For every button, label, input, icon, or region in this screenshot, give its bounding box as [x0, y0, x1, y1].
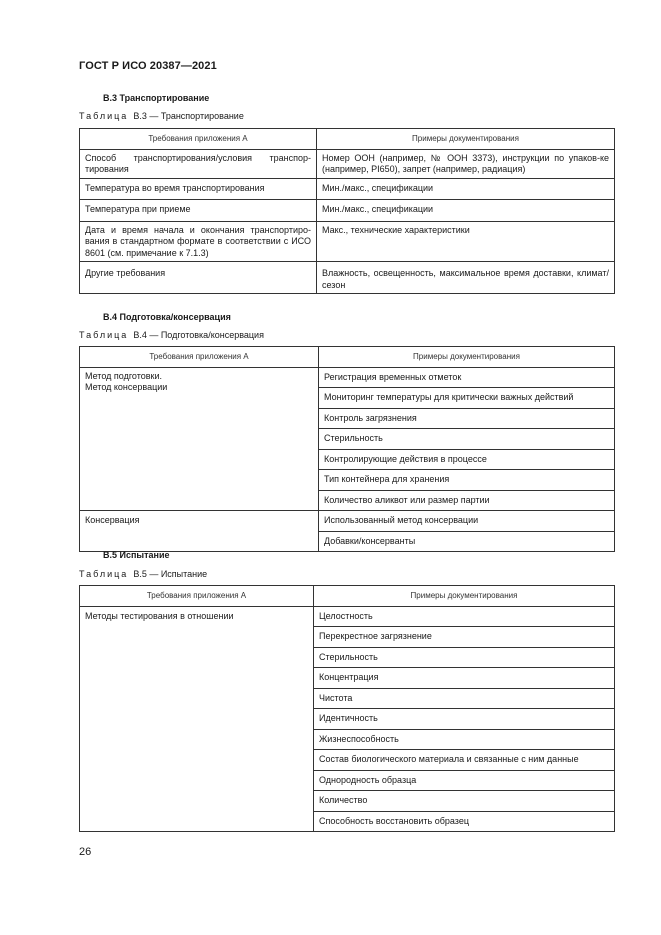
table-row [80, 200, 615, 222]
caption-word: Таблица [79, 569, 129, 579]
section-title-b4: В.4 Подготовка/консервация [103, 312, 231, 322]
page-number: 26 [79, 846, 92, 858]
example-cell: Состав биологического материала и связанные с ним данные [314, 750, 615, 771]
example-cell: Добавки/консерванты [319, 531, 615, 552]
example-cell: Стерильность [319, 429, 615, 450]
table-header-row [80, 347, 615, 368]
caption-text: В.3 — Транспортирование [133, 111, 244, 121]
requirement-cell [80, 367, 319, 511]
table-row [80, 511, 615, 532]
example-cell: Тип контейнера для хранения [319, 470, 615, 491]
table-row [80, 178, 615, 200]
requirement-cell: Консервация [80, 511, 319, 552]
caption-word: Таблица [79, 330, 129, 340]
caption-text: В.4 — Подготовка/консервация [133, 330, 264, 340]
example-cell: Контролирующие действия в процессе [319, 449, 615, 470]
example-cell: Макс., технические характеристики [317, 221, 615, 262]
example-cell: Концентрация [314, 668, 615, 689]
example-cell: Целостность [314, 606, 615, 627]
section-title-b5: В.5 Испытание [103, 550, 170, 560]
requirement-cell: Температура при приеме [80, 200, 317, 222]
example-cell: Номер ООН (например, № ООН 3373), инструкции по упаков-ке (например, PI650), запрет (например, радиация) [317, 149, 615, 178]
table-caption-b4 [79, 330, 264, 340]
example-cell: Мин./макс., спецификации [317, 178, 615, 200]
example-cell: Мин./макс., спецификации [317, 200, 615, 222]
requirement-cell: Другие требования [80, 262, 317, 294]
table-b3 [79, 128, 615, 294]
example-cell: Влажность, освещенность, максимальное время доставки, климат/сезон [317, 262, 615, 294]
requirement-line: Метод консервации [85, 382, 168, 392]
requirement-cell: Температура во время транспортирования [80, 178, 317, 200]
document-header: ГОСТ Р ИСО 20387—2021 [79, 60, 217, 72]
table-row [80, 221, 615, 262]
requirement-line: Метод подготовки. [85, 370, 162, 381]
table-header-row [80, 586, 615, 607]
table-header-row [80, 129, 615, 150]
column-header: Требования приложения А [80, 129, 317, 150]
example-cell: Однородность образца [314, 770, 615, 791]
table-row [80, 606, 615, 627]
caption-word: Таблица [79, 111, 129, 121]
example-cell: Чистота [314, 688, 615, 709]
example-cell: Мониторинг температуры для критически важных действий [319, 388, 615, 409]
example-cell: Количество аликвот или размер партии [319, 490, 615, 511]
requirement-cell: Методы тестирования в отношении [80, 606, 314, 832]
example-cell: Контроль загрязнения [319, 408, 615, 429]
table-caption-b3 [79, 111, 244, 121]
table-row [80, 367, 615, 388]
table-caption-b5 [79, 569, 207, 579]
section-title-b3: В.3 Транспортирование [103, 93, 210, 103]
column-header: Требования приложения А [80, 347, 319, 368]
example-cell: Идентичность [314, 709, 615, 730]
column-header: Примеры документирования [317, 129, 615, 150]
column-header: Примеры документирования [319, 347, 615, 368]
column-header: Примеры документирования [314, 586, 615, 607]
column-header: Требования приложения А [80, 586, 314, 607]
example-cell: Перекрестное загрязнение [314, 627, 615, 648]
example-cell: Стерильность [314, 647, 615, 668]
example-cell: Жизнеспособность [314, 729, 615, 750]
example-cell: Регистрация временных отметок [319, 367, 615, 388]
example-cell: Способность восстановить образец [314, 811, 615, 832]
caption-text: В.5 — Испытание [133, 569, 208, 579]
example-cell: Количество [314, 791, 615, 812]
table-row [80, 149, 615, 178]
example-cell: Использованный метод консервации [319, 511, 615, 532]
table-row [80, 262, 615, 294]
requirement-cell: Способ транспортирования/условия транспор-тирования [80, 149, 317, 178]
requirement-cell: Дата и время начала и окончания транспортиро-вания в стандартном формате в соответствии с ИСО 8601 (см. примечание к 7.1.3) [80, 221, 317, 262]
table-b5 [79, 585, 615, 832]
table-b4 [79, 346, 615, 552]
